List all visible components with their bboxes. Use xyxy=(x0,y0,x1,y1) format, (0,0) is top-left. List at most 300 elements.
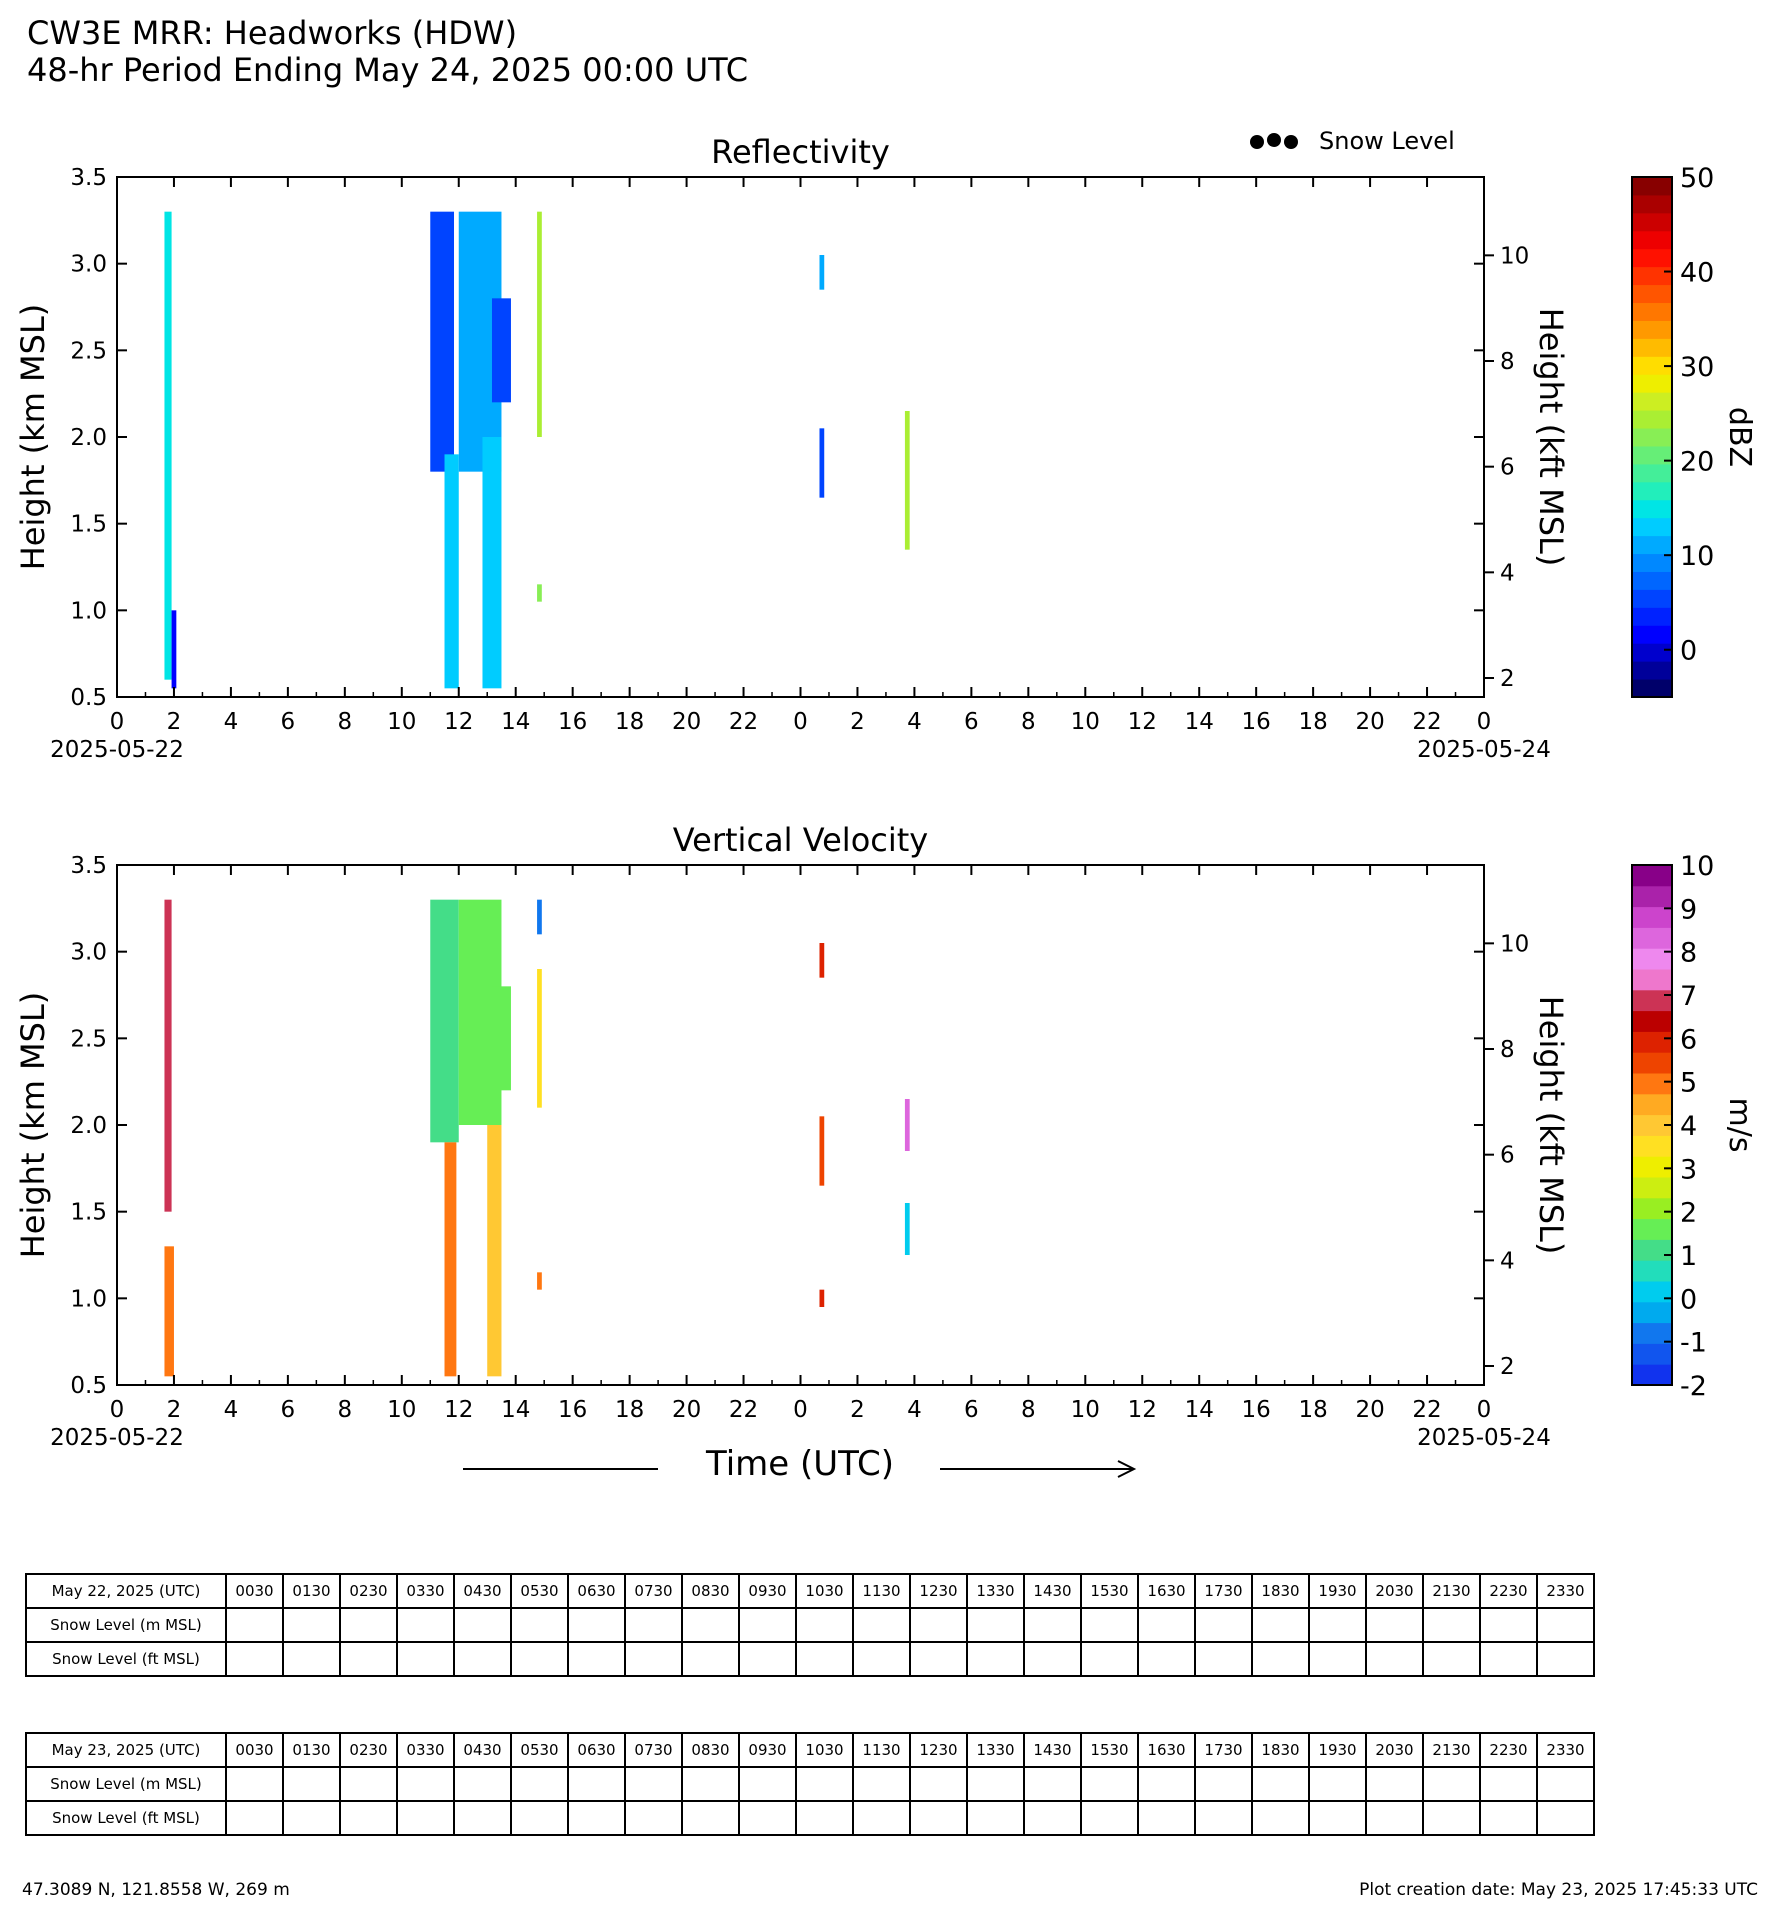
table-value-cell xyxy=(1138,1801,1195,1835)
colorbar-segment xyxy=(1632,1198,1672,1219)
colorbar-segment xyxy=(1632,392,1672,410)
colorbar-tick-label: 50 xyxy=(1680,163,1715,194)
table-value-cell xyxy=(910,1767,967,1801)
x-axis-label: Time (UTC) xyxy=(706,1444,894,1484)
echo-cell xyxy=(819,1290,824,1307)
table-value-cell xyxy=(1024,1642,1081,1676)
table-time-header: 0130 xyxy=(283,1733,340,1767)
table-time-header: 0530 xyxy=(511,1574,568,1608)
x-tick-label: 6 xyxy=(280,709,296,735)
table-value-cell xyxy=(625,1642,682,1676)
table-value-cell xyxy=(454,1801,511,1835)
table-time-header: 1430 xyxy=(1024,1574,1081,1608)
table-row-label: Snow Level (m MSL) xyxy=(26,1608,226,1642)
station-location: 47.3089 N, 121.8558 W, 269 m xyxy=(22,1880,290,1900)
y-tick-label: 0.5 xyxy=(70,1373,107,1399)
x-tick-label: 6 xyxy=(964,1397,979,1423)
table-value-cell xyxy=(454,1642,511,1676)
table-value-cell xyxy=(1195,1642,1252,1676)
x-tick-label: 0 xyxy=(1476,1397,1492,1423)
x-tick-label: 8 xyxy=(1021,709,1036,735)
table-value-cell xyxy=(1309,1801,1366,1835)
table-value-cell xyxy=(625,1767,682,1801)
table-time-header: 1330 xyxy=(967,1733,1024,1767)
colorbar-tick-label: 3 xyxy=(1680,1154,1698,1186)
colorbar-segment xyxy=(1632,338,1672,356)
y-tick-label: 3.0 xyxy=(70,251,107,278)
y2-tick-label: 6 xyxy=(1500,1142,1515,1169)
x-tick-label: 10 xyxy=(387,709,417,735)
x-tick-label: 18 xyxy=(1298,709,1328,735)
table-value-cell xyxy=(283,1642,340,1676)
table-time-header: 1230 xyxy=(910,1733,967,1767)
echo-cell xyxy=(164,900,171,1212)
colorbar-label: m/s xyxy=(1722,1097,1757,1153)
y-tick-label: 3.5 xyxy=(70,165,107,191)
table-value-cell xyxy=(454,1767,511,1801)
colorbar-segment xyxy=(1632,482,1672,500)
end-date-label: 2025-05-24 xyxy=(1417,1425,1551,1451)
y-tick-label: 3.0 xyxy=(70,939,107,966)
table-value-cell xyxy=(1138,1767,1195,1801)
colorbar-tick-label: 0 xyxy=(1680,1284,1698,1316)
table-value-cell xyxy=(796,1767,853,1801)
table-time-header: 2030 xyxy=(1366,1733,1423,1767)
table-row xyxy=(26,1608,1594,1642)
x-tick-label: 0 xyxy=(793,1397,808,1423)
table-value-cell xyxy=(340,1608,397,1642)
table-value-cell xyxy=(511,1801,568,1835)
table-value-cell xyxy=(682,1642,739,1676)
x-tick-label: 22 xyxy=(728,709,759,735)
start-date-label: 2025-05-22 xyxy=(50,737,184,763)
echo-cell xyxy=(164,1246,173,1376)
table-value-cell xyxy=(739,1642,796,1676)
table-value-cell xyxy=(1537,1608,1594,1642)
table-time-header: 0330 xyxy=(397,1733,454,1767)
colorbar-segment xyxy=(1632,1364,1672,1385)
x-tick-label: 14 xyxy=(1184,709,1214,735)
x-tick-label: 8 xyxy=(337,1397,353,1423)
table-value-cell xyxy=(1195,1801,1252,1835)
echo-cell xyxy=(164,212,171,680)
table-value-cell xyxy=(796,1642,853,1676)
colorbar-segment xyxy=(1632,661,1672,679)
table-time-header: 0130 xyxy=(283,1574,340,1608)
colorbar-tick-label: -2 xyxy=(1680,1371,1707,1402)
x-tick-label: 2 xyxy=(850,709,865,735)
table-time-header: 1530 xyxy=(1081,1733,1138,1767)
y-tick-label: 1.5 xyxy=(70,1199,107,1226)
colorbar-segment xyxy=(1632,865,1672,886)
table-value-cell xyxy=(1252,1642,1309,1676)
colorbar-tick-label: 4 xyxy=(1680,1111,1698,1142)
table-time-header: 0730 xyxy=(625,1733,682,1767)
echo-cell xyxy=(482,437,501,688)
table-value-cell xyxy=(283,1608,340,1642)
table-value-cell xyxy=(454,1608,511,1642)
echo-cell xyxy=(537,1272,542,1289)
colorbar-tick-label: 1 xyxy=(1680,1241,1698,1272)
x-tick-label: 16 xyxy=(558,1397,588,1423)
table-date-label: May 22, 2025 (UTC) xyxy=(26,1574,226,1608)
echo-cell xyxy=(430,900,458,1143)
table-value-cell xyxy=(568,1642,625,1676)
colorbar-tick-label: 10 xyxy=(1680,851,1715,882)
colorbar-segment xyxy=(1632,500,1672,518)
echo-cell xyxy=(905,1203,910,1255)
x-tick-label: 14 xyxy=(1184,1397,1214,1423)
table-value-cell xyxy=(1423,1801,1480,1835)
table-row-label: Snow Level (m MSL) xyxy=(26,1767,226,1801)
x-tick-label: 14 xyxy=(501,709,531,735)
table-time-header: 0030 xyxy=(226,1733,283,1767)
table-time-header: 1430 xyxy=(1024,1733,1081,1767)
colorbar-segment xyxy=(1632,1260,1672,1281)
colorbar-tick-label: 10 xyxy=(1680,541,1715,573)
table-row-label: Snow Level (ft MSL) xyxy=(26,1801,226,1835)
colorbar-segment xyxy=(1632,1156,1672,1177)
table-time-header: 2230 xyxy=(1480,1574,1537,1608)
x-tick-label: 2 xyxy=(850,1397,865,1423)
table-value-cell xyxy=(511,1608,568,1642)
colorbar-segment xyxy=(1632,177,1672,195)
snow-level-table-day2 xyxy=(25,1732,1595,1836)
colorbar-tick-label: 8 xyxy=(1680,937,1698,969)
table-time-header: 1730 xyxy=(1195,1574,1252,1608)
colorbar-segment xyxy=(1632,231,1672,249)
x-tick-label: 22 xyxy=(1412,1397,1442,1423)
colorbar-segment xyxy=(1632,1052,1672,1073)
table-header-row xyxy=(26,1574,1594,1608)
y-tick-label: 3.5 xyxy=(70,853,107,879)
colorbar-tick-label: 5 xyxy=(1680,1067,1698,1099)
colorbar-segment xyxy=(1632,285,1672,303)
table-time-header: 1030 xyxy=(796,1733,853,1767)
table-value-cell xyxy=(1537,1801,1594,1835)
table-value-cell xyxy=(910,1801,967,1835)
colorbar-segment xyxy=(1632,1135,1672,1156)
table-value-cell xyxy=(1252,1801,1309,1835)
table-value-cell xyxy=(625,1801,682,1835)
table-header-row xyxy=(26,1733,1594,1767)
colorbar-segment xyxy=(1632,886,1672,907)
table-value-cell xyxy=(1309,1642,1366,1676)
table-time-header: 0230 xyxy=(340,1574,397,1608)
table-value-cell xyxy=(568,1608,625,1642)
table-time-header: 1330 xyxy=(967,1574,1024,1608)
echo-cell xyxy=(537,900,542,935)
table-value-cell xyxy=(1309,1767,1366,1801)
table-value-cell xyxy=(226,1767,283,1801)
colorbar-segment xyxy=(1632,1239,1672,1260)
table-value-cell xyxy=(511,1642,568,1676)
table-time-header: 0830 xyxy=(682,1574,739,1608)
colorbar-segment xyxy=(1632,643,1672,661)
echo-cell xyxy=(819,428,824,497)
x-tick-label: 0 xyxy=(1476,709,1492,735)
table-value-cell xyxy=(1252,1608,1309,1642)
snow-level-table-day1 xyxy=(25,1573,1595,1677)
table-value-cell xyxy=(1480,1608,1537,1642)
table-time-header: 2330 xyxy=(1537,1574,1594,1608)
colorbar-segment xyxy=(1632,1302,1672,1323)
table-time-header: 2030 xyxy=(1366,1574,1423,1608)
table-row xyxy=(26,1642,1594,1676)
colorbar-tick-label: 30 xyxy=(1680,352,1715,384)
table-value-cell xyxy=(226,1608,283,1642)
table-value-cell xyxy=(739,1801,796,1835)
table-value-cell xyxy=(1309,1608,1366,1642)
x-tick-label: 6 xyxy=(280,1397,296,1423)
colorbar-segment xyxy=(1632,536,1672,554)
colorbar-segment xyxy=(1632,554,1672,572)
colorbar-segment xyxy=(1632,625,1672,643)
start-date-label: 2025-05-22 xyxy=(50,1425,184,1451)
table-value-cell xyxy=(1024,1801,1081,1835)
table-value-cell xyxy=(340,1801,397,1835)
x-tick-label: 16 xyxy=(558,709,588,735)
table-time-header: 1030 xyxy=(796,1574,853,1608)
y-tick-label: 1.5 xyxy=(70,511,107,538)
x-tick-label: 22 xyxy=(1412,709,1442,735)
x-tick-label: 0 xyxy=(109,1397,125,1423)
colorbar-segment xyxy=(1632,969,1672,990)
x-tick-label: 4 xyxy=(907,709,922,735)
y-tick-label: 1.0 xyxy=(70,1286,107,1313)
table-value-cell xyxy=(1423,1767,1480,1801)
table-value-cell xyxy=(796,1608,853,1642)
y-tick-label: 1.0 xyxy=(70,598,107,625)
y2-tick-label: 4 xyxy=(1500,1248,1515,1275)
table-time-header: 0930 xyxy=(739,1574,796,1608)
colorbar-segment xyxy=(1632,213,1672,231)
y-tick-label: 2.5 xyxy=(70,1026,107,1053)
y2-axis-label: Height (kft MSL) xyxy=(1532,307,1570,567)
x-tick-label: 16 xyxy=(1241,1397,1271,1423)
x-tick-label: 0 xyxy=(109,709,125,735)
table-value-cell xyxy=(1195,1608,1252,1642)
y-tick-label: 2.5 xyxy=(70,338,107,365)
table-value-cell xyxy=(1081,1608,1138,1642)
y-axis-label: Height (km MSL) xyxy=(14,991,52,1259)
table-time-header: 1730 xyxy=(1195,1733,1252,1767)
x-tick-label: 4 xyxy=(907,1397,922,1423)
colorbar-segment xyxy=(1632,571,1672,589)
table-value-cell xyxy=(226,1801,283,1835)
colorbar-tick-label: 40 xyxy=(1680,257,1715,289)
x-tick-label: 12 xyxy=(1127,709,1157,735)
colorbar-segment xyxy=(1632,249,1672,267)
table-value-cell xyxy=(853,1801,910,1835)
table-time-header: 2130 xyxy=(1423,1733,1480,1767)
x-tick-label: 18 xyxy=(614,709,645,735)
table-time-header: 0330 xyxy=(397,1574,454,1608)
plot-frame xyxy=(117,865,1484,1385)
x-tick-label: 20 xyxy=(671,1397,702,1423)
table-value-cell xyxy=(397,1608,454,1642)
table-value-cell xyxy=(1480,1801,1537,1835)
x-tick-label: 0 xyxy=(793,709,808,735)
echo-cell xyxy=(819,255,824,290)
colorbar-segment xyxy=(1632,679,1672,697)
table-value-cell xyxy=(1081,1801,1138,1835)
table-time-header: 1130 xyxy=(853,1574,910,1608)
snow-level-marker xyxy=(1284,135,1298,149)
colorbar-segment xyxy=(1632,1031,1672,1052)
y2-tick-label: 8 xyxy=(1500,349,1515,376)
table-value-cell xyxy=(739,1608,796,1642)
x-tick-label: 14 xyxy=(501,1397,531,1423)
x-tick-label: 20 xyxy=(671,709,702,735)
colorbar-segment xyxy=(1632,927,1672,948)
table-time-header: 2230 xyxy=(1480,1733,1537,1767)
table-time-header: 1530 xyxy=(1081,1574,1138,1608)
table-time-header: 0430 xyxy=(454,1574,511,1608)
page-title: CW3E MRR: Headworks (HDW) xyxy=(27,14,518,52)
colorbar-tick-label: 0 xyxy=(1680,635,1698,667)
y-axis-label: Height (km MSL) xyxy=(14,303,52,571)
table-value-cell xyxy=(910,1608,967,1642)
x-tick-label: 4 xyxy=(223,1397,239,1423)
table-value-cell xyxy=(1480,1767,1537,1801)
table-value-cell xyxy=(853,1608,910,1642)
table-value-cell xyxy=(1138,1642,1195,1676)
colorbar-segment xyxy=(1632,410,1672,428)
page-subtitle: 48-hr Period Ending May 24, 2025 00:00 UTC xyxy=(27,51,749,89)
y-tick-label: 2.0 xyxy=(70,425,107,451)
table-value-cell xyxy=(1081,1767,1138,1801)
table-value-cell xyxy=(739,1767,796,1801)
table-time-header: 0930 xyxy=(739,1733,796,1767)
x-tick-label: 4 xyxy=(223,709,239,735)
echo-cell xyxy=(445,1142,457,1376)
table-time-header: 1230 xyxy=(910,1574,967,1608)
table-value-cell xyxy=(796,1801,853,1835)
table-value-cell xyxy=(226,1642,283,1676)
table-value-cell xyxy=(1537,1642,1594,1676)
table-time-header: 0030 xyxy=(226,1574,283,1608)
table-value-cell xyxy=(1024,1767,1081,1801)
table-value-cell xyxy=(1138,1608,1195,1642)
table-value-cell xyxy=(1195,1767,1252,1801)
table-value-cell xyxy=(910,1642,967,1676)
y2-tick-label: 10 xyxy=(1500,243,1530,270)
snow-level-marker xyxy=(1250,135,1264,149)
x-tick-label: 12 xyxy=(1127,1397,1157,1423)
table-value-cell xyxy=(967,1642,1024,1676)
chart-title: Reflectivity xyxy=(711,133,890,171)
colorbar-segment xyxy=(1632,195,1672,213)
y2-tick-label: 8 xyxy=(1500,1037,1515,1064)
colorbar-segment xyxy=(1632,607,1672,625)
table-value-cell xyxy=(967,1608,1024,1642)
echo-cell xyxy=(492,986,511,1090)
x-tick-label: 10 xyxy=(1070,709,1100,735)
table-value-cell xyxy=(1366,1767,1423,1801)
x-tick-label: 10 xyxy=(387,1397,417,1423)
x-tick-label: 8 xyxy=(1021,1397,1036,1423)
colorbar-segment xyxy=(1632,303,1672,321)
table-value-cell xyxy=(1366,1801,1423,1835)
colorbar-segment xyxy=(1632,1219,1672,1240)
table-time-header: 0830 xyxy=(682,1733,739,1767)
x-tick-label: 12 xyxy=(444,1397,474,1423)
colorbar-segment xyxy=(1632,1073,1672,1094)
y-tick-label: 0.5 xyxy=(70,685,107,711)
colorbar-segment xyxy=(1632,589,1672,607)
table-row-label: Snow Level (ft MSL) xyxy=(26,1642,226,1676)
end-date-label: 2025-05-24 xyxy=(1417,737,1551,763)
colorbar-segment xyxy=(1632,907,1672,928)
echo-cell xyxy=(537,212,542,437)
echo-cell xyxy=(819,1116,824,1185)
table-value-cell xyxy=(1252,1767,1309,1801)
table-time-header: 1630 xyxy=(1138,1574,1195,1608)
table-value-cell xyxy=(1024,1608,1081,1642)
table-value-cell xyxy=(511,1767,568,1801)
x-tick-label: 2 xyxy=(166,709,182,735)
table-date-label: May 23, 2025 (UTC) xyxy=(26,1733,226,1767)
colorbar-segment xyxy=(1632,518,1672,536)
table-value-cell xyxy=(568,1767,625,1801)
table-time-header: 1930 xyxy=(1309,1574,1366,1608)
table-value-cell xyxy=(283,1801,340,1835)
y-tick-label: 2.0 xyxy=(70,1113,107,1139)
x-tick-label: 8 xyxy=(337,709,353,735)
echo-cell xyxy=(445,454,459,688)
colorbar-segment xyxy=(1632,1343,1672,1364)
x-tick-label: 2 xyxy=(166,1397,182,1423)
table-value-cell xyxy=(967,1767,1024,1801)
table-row xyxy=(26,1767,1594,1801)
colorbar-label: dBZ xyxy=(1722,406,1757,468)
table-time-header: 0630 xyxy=(568,1574,625,1608)
table-value-cell xyxy=(340,1767,397,1801)
table-value-cell xyxy=(397,1642,454,1676)
x-tick-label: 20 xyxy=(1355,709,1385,735)
table-time-header: 1630 xyxy=(1138,1733,1195,1767)
snow-level-marker xyxy=(1267,133,1281,147)
table-value-cell xyxy=(568,1801,625,1835)
colorbar-segment xyxy=(1632,267,1672,285)
table-time-header: 1830 xyxy=(1252,1733,1309,1767)
table-time-header: 1130 xyxy=(853,1733,910,1767)
snow-level-legend-label: Snow Level xyxy=(1319,127,1455,155)
table-time-header: 2330 xyxy=(1537,1733,1594,1767)
echo-cell xyxy=(430,212,454,472)
table-time-header: 0730 xyxy=(625,1574,682,1608)
table-value-cell xyxy=(682,1608,739,1642)
echo-cell xyxy=(905,1099,910,1151)
echo-cell xyxy=(819,943,824,978)
colorbar-tick-label: 6 xyxy=(1680,1024,1698,1056)
colorbar-segment xyxy=(1632,1177,1672,1198)
table-value-cell xyxy=(682,1801,739,1835)
echo-cell xyxy=(172,610,177,688)
table-time-header: 0630 xyxy=(568,1733,625,1767)
table-value-cell xyxy=(1537,1767,1594,1801)
table-time-header: 0230 xyxy=(340,1733,397,1767)
y2-axis-label: Height (kft MSL) xyxy=(1532,995,1570,1255)
table-value-cell xyxy=(1366,1642,1423,1676)
table-time-header: 0430 xyxy=(454,1733,511,1767)
table-time-header: 1930 xyxy=(1309,1733,1366,1767)
colorbar-tick-label: 7 xyxy=(1680,981,1698,1012)
colorbar-segment xyxy=(1632,990,1672,1011)
x-tick-label: 22 xyxy=(728,1397,759,1423)
x-tick-label: 18 xyxy=(1298,1397,1328,1423)
